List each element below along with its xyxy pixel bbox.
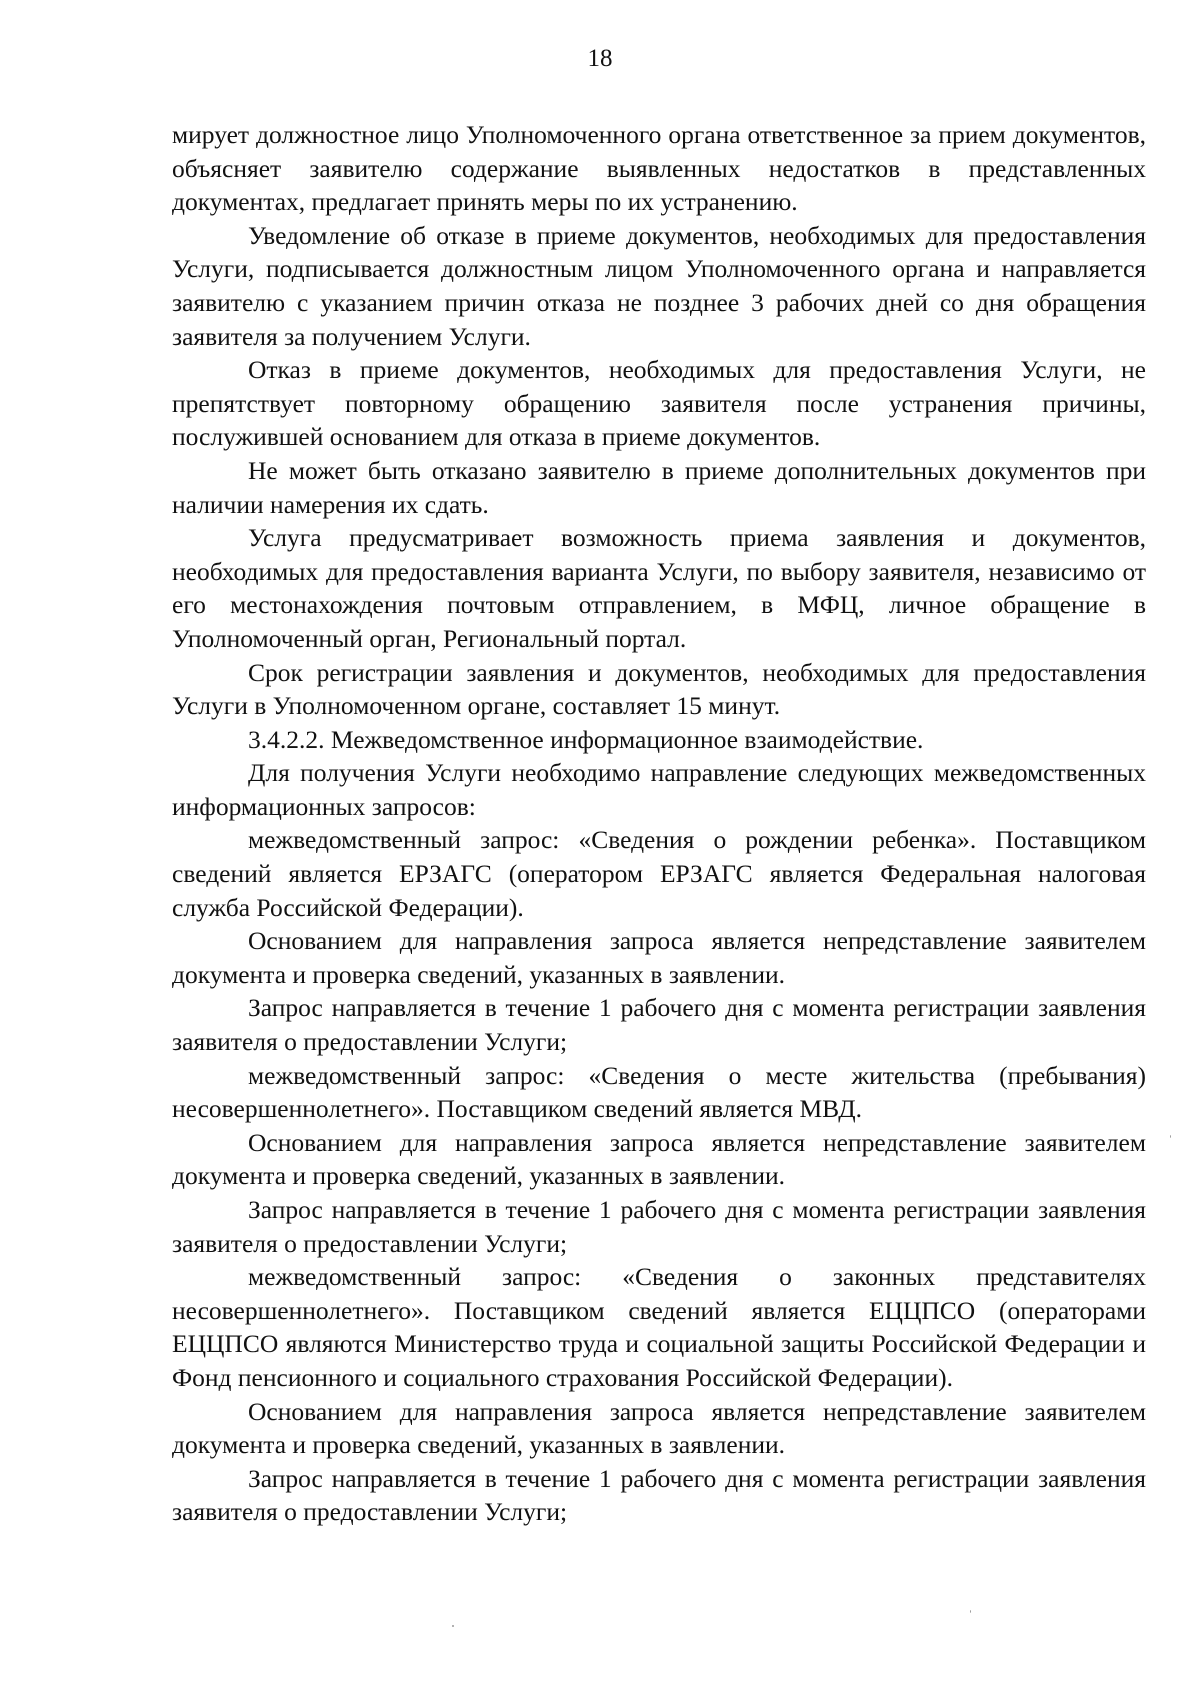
paragraph: Запрос направляется в течение 1 рабочего дня с момента регистрации заявления заявителя о предоставлении Услуги; [172, 1195, 1146, 1258]
section-heading: 3.4.2.2. Межведомственное информационное взаимодействие. [248, 724, 924, 754]
list-item: межведомственный запрос: «Сведения о месте жительства (пребывания) несовершеннолетнего». Поставщиком сведений является МВД. [172, 1060, 1146, 1124]
paragraph: Для получения Услуги необходимо направление следующих межведомственных информационных запросов: [172, 758, 1146, 821]
list-item: межведомственный запрос: «Сведения о рождении ребенка». Поставщиком сведений является ЕРЗАГС (оператором ЕРЗАГС является Федеральная налоговая служба Российской Федерации). [172, 825, 1146, 922]
paragraph: Основанием для направления запроса является непредставление заявителем документа и проверка сведений, указанных в заявлении. [172, 1127, 1146, 1191]
paragraph: Срок регистрации заявления и документов, необходимых для предоставления Услуги в Уполномоченном органе, составляет 15 минут. [172, 657, 1146, 721]
list-item: межведомственный запрос: «Сведения о законных представителях несовершеннолетнего». Поставщиком сведений является ЕЦЦПСО (операторами ЕЦЦПСО являются Министерство труда и социальной защиты Российской Федерации и Фонд пенсионного и социального страхования Российской Федерации). [172, 1262, 1146, 1392]
paragraph: Основанием для направления запроса является непредставление заявителем документа и проверка сведений, указанных в заявлении. [172, 1396, 1146, 1460]
paragraph: мирует должностное лицо Уполномоченного органа ответственное за прием документов, объясняет заявителю содержание выявленных недостатков в представленных документах, предлагает принять меры по их устранению. [172, 120, 1146, 217]
page-number: 18 [587, 45, 613, 72]
paragraph: Основанием для направления запроса является непредставление заявителем документа и проверка сведений, указанных в заявлении. [172, 926, 1146, 989]
paragraph: Уведомление об отказе в приеме документов, необходимых для предоставления Услуги, подписывается должностным лицом Уполномоченного органа и направляется заявителю с указанием причин отказа не позднее 3 рабочих дней со дня обращения заявителя за получением Услуги. [172, 220, 1146, 351]
paragraph: Запрос направляется в течение 1 рабочего дня с момента регистрации заявления заявителя о предоставлении Услуги; [172, 993, 1146, 1057]
scan-speck [452, 1625, 454, 1627]
scan-speck [970, 1610, 971, 1613]
paragraph: Отказ в приеме документов, необходимых для предоставления Услуги, не препятствует повторному обращению заявителя после устранения причины, послужившей основанием для отказа в приеме документов. [172, 355, 1146, 452]
scan-speck [1170, 1135, 1171, 1138]
document-body [172, 118, 1146, 1529]
paragraph: Услуга предусматривает возможность приема заявления и документов, необходимых для предоставления варианта Услуги, по выбору заявителя, независимо от его местонахождения почтовым отправлением, в МФЦ, личное обращение в Уполномоченный орган, Региональный портал. [172, 523, 1146, 653]
paragraph: Не может быть отказано заявителю в приеме дополнительных документов при наличии намерения их сдать. [172, 455, 1146, 519]
paragraph: Запрос направляется в течение 1 рабочего дня с момента регистрации заявления заявителя о предоставлении Услуги; [172, 1463, 1146, 1527]
